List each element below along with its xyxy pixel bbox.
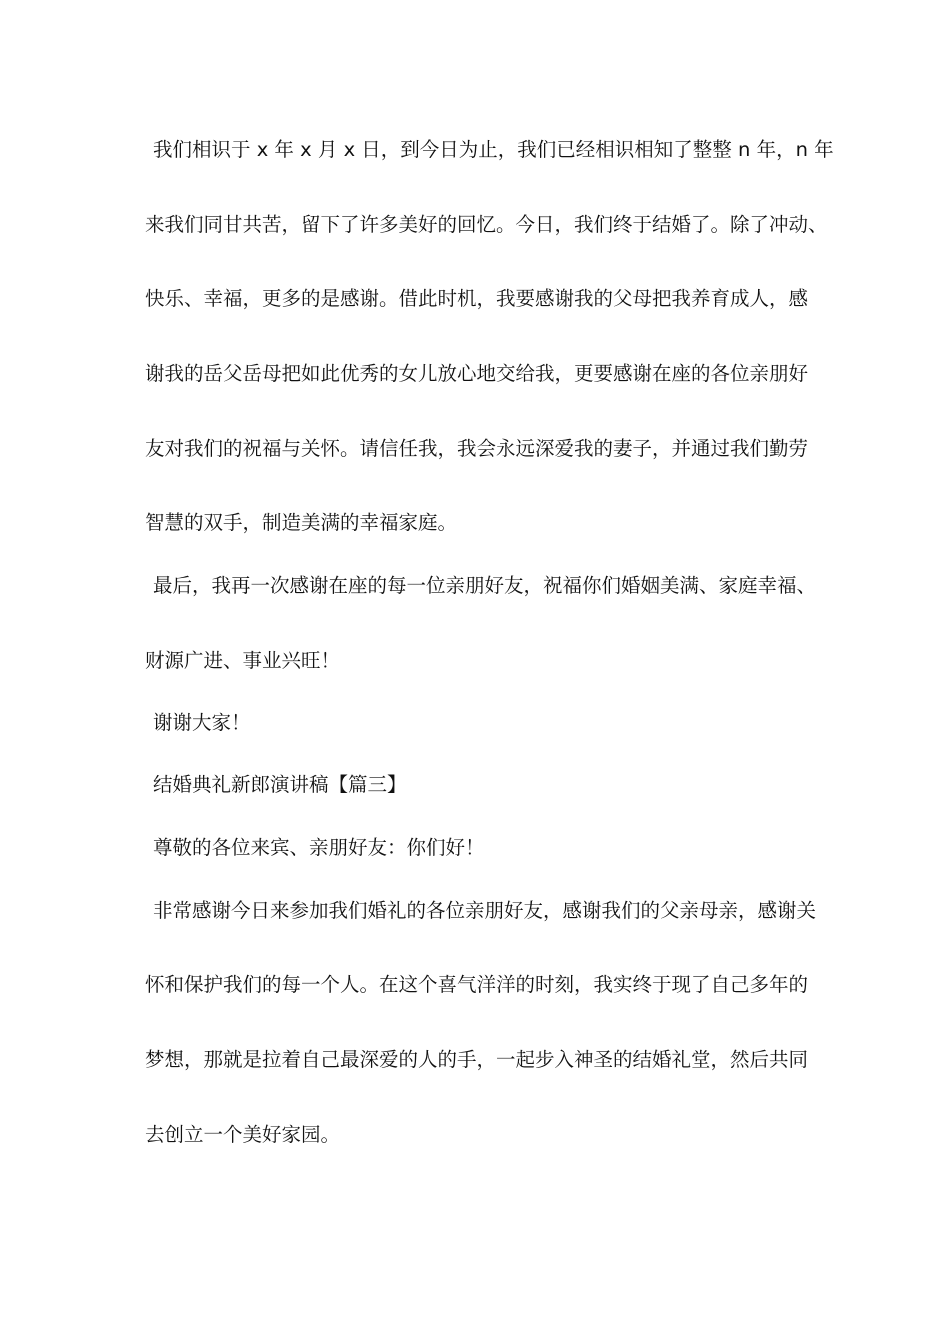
paragraph-line: 最后，我再一次感谢在座的每一位亲朋好友，祝福你们婚姻美满、家庭幸福、 [153,574,817,597]
paragraph-line: 友对我们的祝福与关怀。请信任我，我会永远深爱我的妻子，并通过我们勤劳 [145,437,809,460]
paragraph-line: 去创立一个美好家园。 [145,1123,341,1146]
paragraph-line: 怀和保护我们的每一个人。在这个喜气洋洋的时刻，我实终于现了自己多年的 [145,973,809,996]
paragraph-line: 财源广进、事业兴旺！ [145,649,341,672]
paragraph-line: 梦想，那就是拉着自己最深爱的人的手，一起步入神圣的结婚礼堂，然后共同 [145,1048,809,1071]
paragraph-line: 非常感谢今日来参加我们婚礼的各位亲朋好友，感谢我们的父亲母亲，感谢关 [153,899,817,922]
paragraph-line: 来我们同甘共苦，留下了许多美好的回忆。今日，我们终于结婚了。除了冲动、 [145,213,828,236]
paragraph-line: 智慧的双手，制造美满的幸福家庭。 [145,511,458,534]
paragraph-line: 快乐、幸福，更多的是感谢。借此时机，我要感谢我的父母把我养育成人，感 [145,287,809,310]
greeting-line: 尊敬的各位来宾、亲朋好友：你们好！ [153,836,485,859]
paragraph-line: 我们相识于 x 年 x 月 x 日，到今日为止，我们已经相识相知了整整 n 年，n 年 [153,138,834,161]
paragraph-line: 谢我的岳父岳母把如此优秀的女儿放心地交给我，更要感谢在座的各位亲朋好 [145,362,809,385]
section-heading: 结婚典礼新郎演讲稿【篇三】 [153,773,407,796]
closing-thanks: 谢谢大家！ [153,711,251,734]
